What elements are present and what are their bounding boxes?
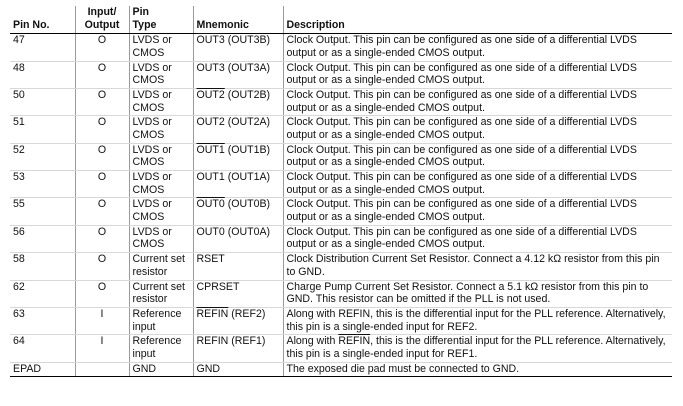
direction-cell [75, 362, 129, 377]
description-cell [283, 171, 672, 198]
mnemonic-text: (OUT2B) [224, 88, 271, 101]
mnemonic-cell [193, 171, 283, 198]
table-row [10, 143, 672, 170]
pin-type-cell: LVDS or CMOS [129, 225, 193, 252]
mnemonic-text: OUT3 (OUT3A) [196, 61, 271, 74]
pin-type-cell: LVDS or CMOS [129, 61, 193, 88]
mnemonic-cell [193, 61, 283, 88]
pin-type-cell: Current set resistor [129, 253, 193, 280]
pin-type-cell: LVDS or CMOS [129, 171, 193, 198]
header-input-output: Input/ Output [75, 6, 129, 34]
mnemonic-overbar: OUT2 [196, 88, 225, 101]
description-cell [283, 225, 672, 252]
direction-cell: O [75, 143, 129, 170]
mnemonic-text: CPRSET [196, 280, 240, 293]
pin-type-cell: LVDS or CMOS [129, 116, 193, 143]
mnemonic-text: OUT1 (OUT1A) [196, 171, 271, 184]
description-text: Clock Output. This pin can be configured as one side of a differential LVDS output or as a single-ended CMOS output. [286, 116, 637, 141]
table-row [10, 116, 672, 143]
description-text: Charge Pump Current Set Resistor. Connect a 5.1 kΩ resistor from this pin to GND. This resistor can be omitted if the PLL is not used. [286, 280, 649, 306]
table-row [10, 171, 672, 198]
direction-cell: O [75, 280, 129, 307]
table-row [10, 198, 672, 225]
direction-cell: I [75, 335, 129, 362]
pin-number-cell: 48 [10, 61, 75, 88]
pin-number-cell: 64 [10, 335, 75, 362]
direction-cell: O [75, 198, 129, 225]
description-text: Clock Output. This pin can be configured as one side of a differential LVDS output or as a single-ended CMOS output. [286, 225, 637, 251]
mnemonic-text: (REF2) [228, 307, 266, 320]
mnemonic-overbar: OUT0 [196, 198, 225, 211]
mnemonic-cell [193, 362, 283, 377]
description-text: Clock Output. This pin can be configured as one side of a differential LVDS output or as a single-ended CMOS output. [286, 143, 637, 169]
direction-cell: O [75, 253, 129, 280]
description-text: Along with REFIN, this is the differential input for the PLL reference. Alternatively, this pin is a single-ended input for REF2. [286, 307, 666, 333]
direction-cell: I [75, 307, 129, 334]
mnemonic-cell [193, 307, 283, 334]
pin-type-cell: LVDS or CMOS [129, 143, 193, 170]
mnemonic-cell [193, 335, 283, 362]
mnemonic-cell [193, 143, 283, 170]
table-row [10, 307, 672, 334]
description-cell [283, 335, 672, 362]
description-cell [283, 88, 672, 115]
description-text: Clock Output. This pin can be configured as one side of a differential LVDS output or as a single-ended CMOS output. [286, 88, 637, 114]
description-prefix: Along with [286, 335, 339, 348]
pin-number-cell: 62 [10, 280, 75, 307]
table-row [10, 335, 672, 362]
mnemonic-cell [193, 253, 283, 280]
table-row [10, 253, 672, 280]
description-overbar: REFIN [338, 335, 371, 348]
table-row [10, 34, 672, 61]
direction-cell: O [75, 61, 129, 88]
pin-type-cell: Current set resistor [129, 280, 193, 307]
pin-number-cell: 63 [10, 307, 75, 334]
mnemonic-text: OUT2 (OUT2A) [196, 116, 271, 129]
mnemonic-text: OUT0 (OUT0A) [196, 225, 271, 238]
pin-type-cell: Reference input [129, 307, 193, 334]
mnemonic-cell [193, 116, 283, 143]
header-description: Description [283, 6, 672, 34]
direction-cell: O [75, 225, 129, 252]
pin-number-cell: 50 [10, 88, 75, 115]
mnemonic-cell [193, 198, 283, 225]
header-pin-no: Pin No. [10, 6, 75, 34]
description-text: , this is the differential input for the PLL reference. Alternatively, this pin is a single-ended input for REF1. [286, 335, 666, 360]
pin-number-cell: 56 [10, 225, 75, 252]
description-cell [283, 307, 672, 334]
mnemonic-cell [193, 34, 283, 61]
pin-type-cell: LVDS or CMOS [129, 198, 193, 225]
mnemonic-overbar: OUT3 [196, 34, 225, 47]
description-cell [283, 34, 672, 61]
direction-cell: O [75, 116, 129, 143]
mnemonic-text: (OUT1B) [224, 143, 271, 156]
description-cell [283, 143, 672, 170]
pin-type-cell: LVDS or CMOS [129, 88, 193, 115]
pin-type-cell: GND [129, 362, 193, 377]
pin-function-table [10, 6, 672, 377]
pin-number-cell: EPAD [10, 362, 75, 377]
description-text: Clock Output. This pin can be configured as one side of a differential LVDS output or as a single-ended CMOS output. [286, 198, 637, 224]
pin-number-cell: 58 [10, 253, 75, 280]
table-row [10, 362, 672, 377]
header-pin-type: Pin Type [129, 6, 193, 34]
table-row [10, 280, 672, 307]
table-header-row [10, 6, 672, 34]
mnemonic-text: (OUT0B) [224, 198, 271, 211]
mnemonic-cell [193, 225, 283, 252]
direction-cell: O [75, 171, 129, 198]
mnemonic-cell [193, 280, 283, 307]
mnemonic-overbar: OUT1 [196, 143, 225, 156]
description-text: Clock Output. This pin can be configured as one side of a differential LVDS output or as a single-ended CMOS output. [286, 171, 637, 196]
direction-cell: O [75, 34, 129, 61]
table-row [10, 61, 672, 88]
description-cell [283, 198, 672, 225]
direction-cell: O [75, 88, 129, 115]
description-text: Clock Output. This pin can be configured as one side of a differential LVDS output or as a single-ended CMOS output. [286, 34, 637, 59]
pin-number-cell: 55 [10, 198, 75, 225]
mnemonic-overbar: REFIN [196, 307, 229, 320]
pin-type-cell: Reference input [129, 335, 193, 362]
table-row [10, 88, 672, 115]
description-cell [283, 61, 672, 88]
description-cell [283, 253, 672, 280]
mnemonic-text: RSET [196, 253, 225, 266]
description-cell [283, 362, 672, 377]
mnemonic-text: (OUT3B) [224, 34, 271, 47]
mnemonic-cell [193, 88, 283, 115]
pin-number-cell: 51 [10, 116, 75, 143]
mnemonic-text: REFIN (REF1) [196, 335, 266, 348]
header-mnemonic: Mnemonic [193, 6, 283, 34]
mnemonic-text: GND [196, 362, 221, 375]
pin-type-cell: LVDS or CMOS [129, 34, 193, 61]
pin-number-cell: 53 [10, 171, 75, 198]
description-cell [283, 280, 672, 307]
description-text: Clock Output. This pin can be configured as one side of a differential LVDS output or as a single-ended CMOS output. [286, 61, 637, 87]
description-text: Clock Distribution Current Set Resistor. Connect a 4.12 kΩ resistor from this pin to GND. [286, 253, 660, 278]
description-text: The exposed die pad must be connected to GND. [286, 362, 520, 375]
table-row [10, 225, 672, 252]
description-cell [283, 116, 672, 143]
pin-number-cell: 52 [10, 143, 75, 170]
pin-number-cell: 47 [10, 34, 75, 61]
